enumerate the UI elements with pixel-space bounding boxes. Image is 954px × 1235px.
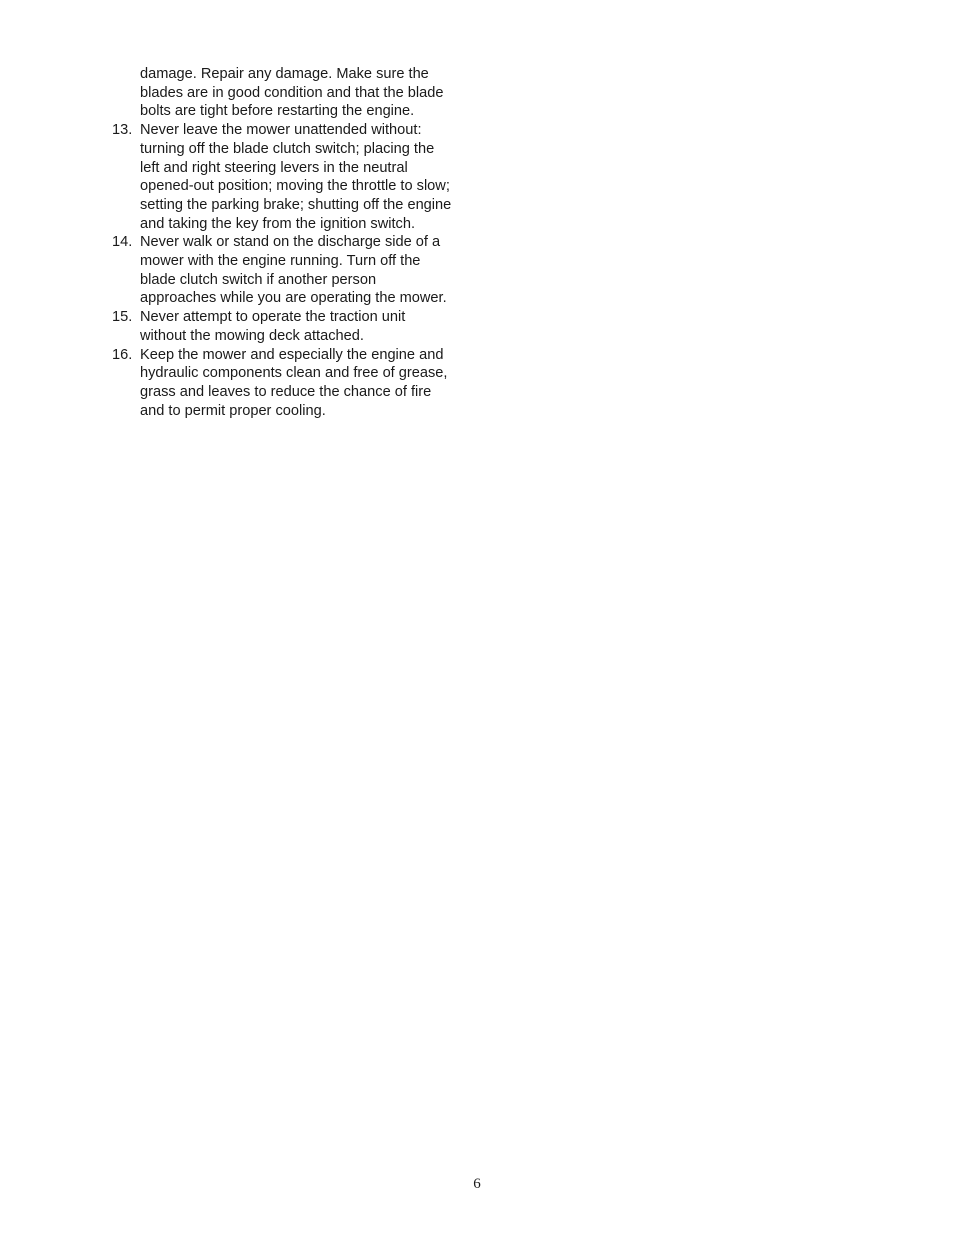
page-number: 6 xyxy=(473,1176,481,1192)
list-item-13 xyxy=(112,121,452,233)
item-text: Never attempt to operate the traction unit without the mowing deck attached. xyxy=(140,309,406,344)
list-item-15 xyxy=(112,308,452,345)
item-number: 13. xyxy=(112,122,133,139)
item-number: 16. xyxy=(112,346,133,363)
list-item-14 xyxy=(112,233,452,308)
item-number: 15. xyxy=(112,309,133,326)
item-text: Never leave the mower unattended without: turning off the blade clutch switch; placing the left and right steering levers in the neutral opened-out position; moving the throttle to slow; setting the parking brake; shutting off the engine and taking the key from the ignition switch. xyxy=(140,122,452,232)
list-item-16 xyxy=(112,346,452,421)
continued-paragraph: damage. Repair any damage. Make sure the blades are in good condition and that the blade bolts are tight before restarting the engine. xyxy=(140,66,444,120)
item-text: Never walk or stand on the discharge side of a mower with the engine running. Turn off the blade clutch switch if another person approaches while you are operating the mower. xyxy=(140,234,447,307)
item-text: Keep the mower and especially the engine and hydraulic components clean and free of grease, grass and leaves to reduce the chance of fire and to permit proper cooling. xyxy=(140,346,448,419)
item-number: 14. xyxy=(112,234,133,251)
text-column xyxy=(112,65,452,420)
